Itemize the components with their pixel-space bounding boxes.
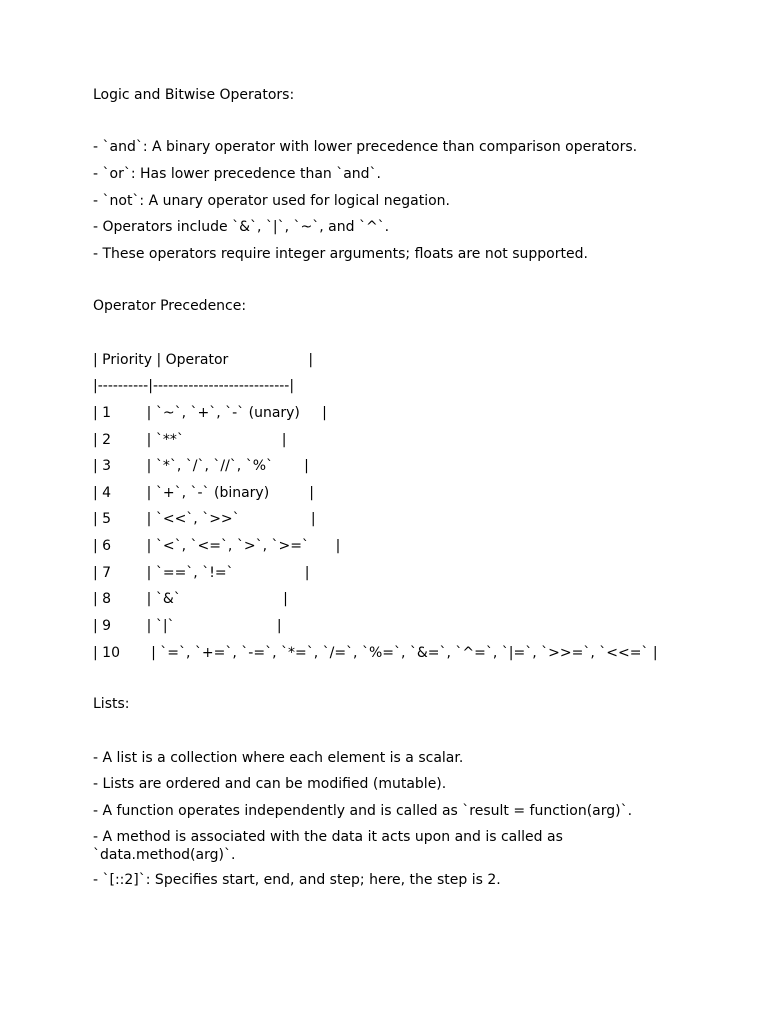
section-heading-logic: Logic and Bitwise Operators:	[93, 87, 295, 103]
lists-item: - `[::2]`: Specifies start, end, and step; here, the step is 2.	[93, 872, 501, 888]
lists-item: - A list is a collection where each element is a scalar.	[93, 750, 464, 766]
precedence-table-row: | 6 | `<`, `<=`, `>`, `>=` |	[93, 538, 341, 554]
section-heading-precedence: Operator Precedence:	[93, 298, 247, 314]
lists-item: - A method is associated with the data it acts upon and is called as `data.method(arg)`.	[93, 829, 563, 863]
precedence-table-row: | 9 | `|` |	[93, 618, 282, 634]
precedence-table-row: | 3 | `*`, `/`, `//`, `%` |	[93, 458, 309, 474]
logic-item: - `and`: A binary operator with lower precedence than comparison operators.	[93, 139, 638, 155]
precedence-table-row: | 4 | `+`, `-` (binary) |	[93, 485, 314, 501]
logic-item: - These operators require integer arguments; floats are not supported.	[93, 246, 588, 262]
precedence-table-row: | 10 | `=`, `+=`, `-=`, `*=`, `/=`, `%=`, `&=`, `^=`, `|=`, `>>=`, `<<=` |	[93, 645, 658, 661]
logic-item: - `not`: A unary operator used for logical negation.	[93, 193, 450, 209]
section-heading-lists: Lists:	[93, 696, 130, 712]
precedence-table-row: | 8 | `&` |	[93, 591, 288, 607]
lists-item: - Lists are ordered and can be modified (mutable).	[93, 776, 447, 792]
precedence-table-row: | 1 | `~`, `+`, `-` (unary) |	[93, 405, 327, 421]
logic-item: - Operators include `&`, `|`, `~`, and `^`.	[93, 219, 390, 235]
lists-item: - A function operates independently and is called as `result = function(arg)`.	[93, 803, 633, 819]
precedence-table-row: | 7 | `==`, `!=` |	[93, 565, 310, 581]
logic-item: - `or`: Has lower precedence than `and`.	[93, 166, 382, 182]
precedence-table-separator: |----------|---------------------------|	[93, 378, 295, 394]
precedence-table-row: | 5 | `<<`, `>>` |	[93, 511, 316, 527]
precedence-table-header: | Priority | Operator |	[93, 352, 314, 368]
precedence-table-row: | 2 | `**` |	[93, 432, 287, 448]
